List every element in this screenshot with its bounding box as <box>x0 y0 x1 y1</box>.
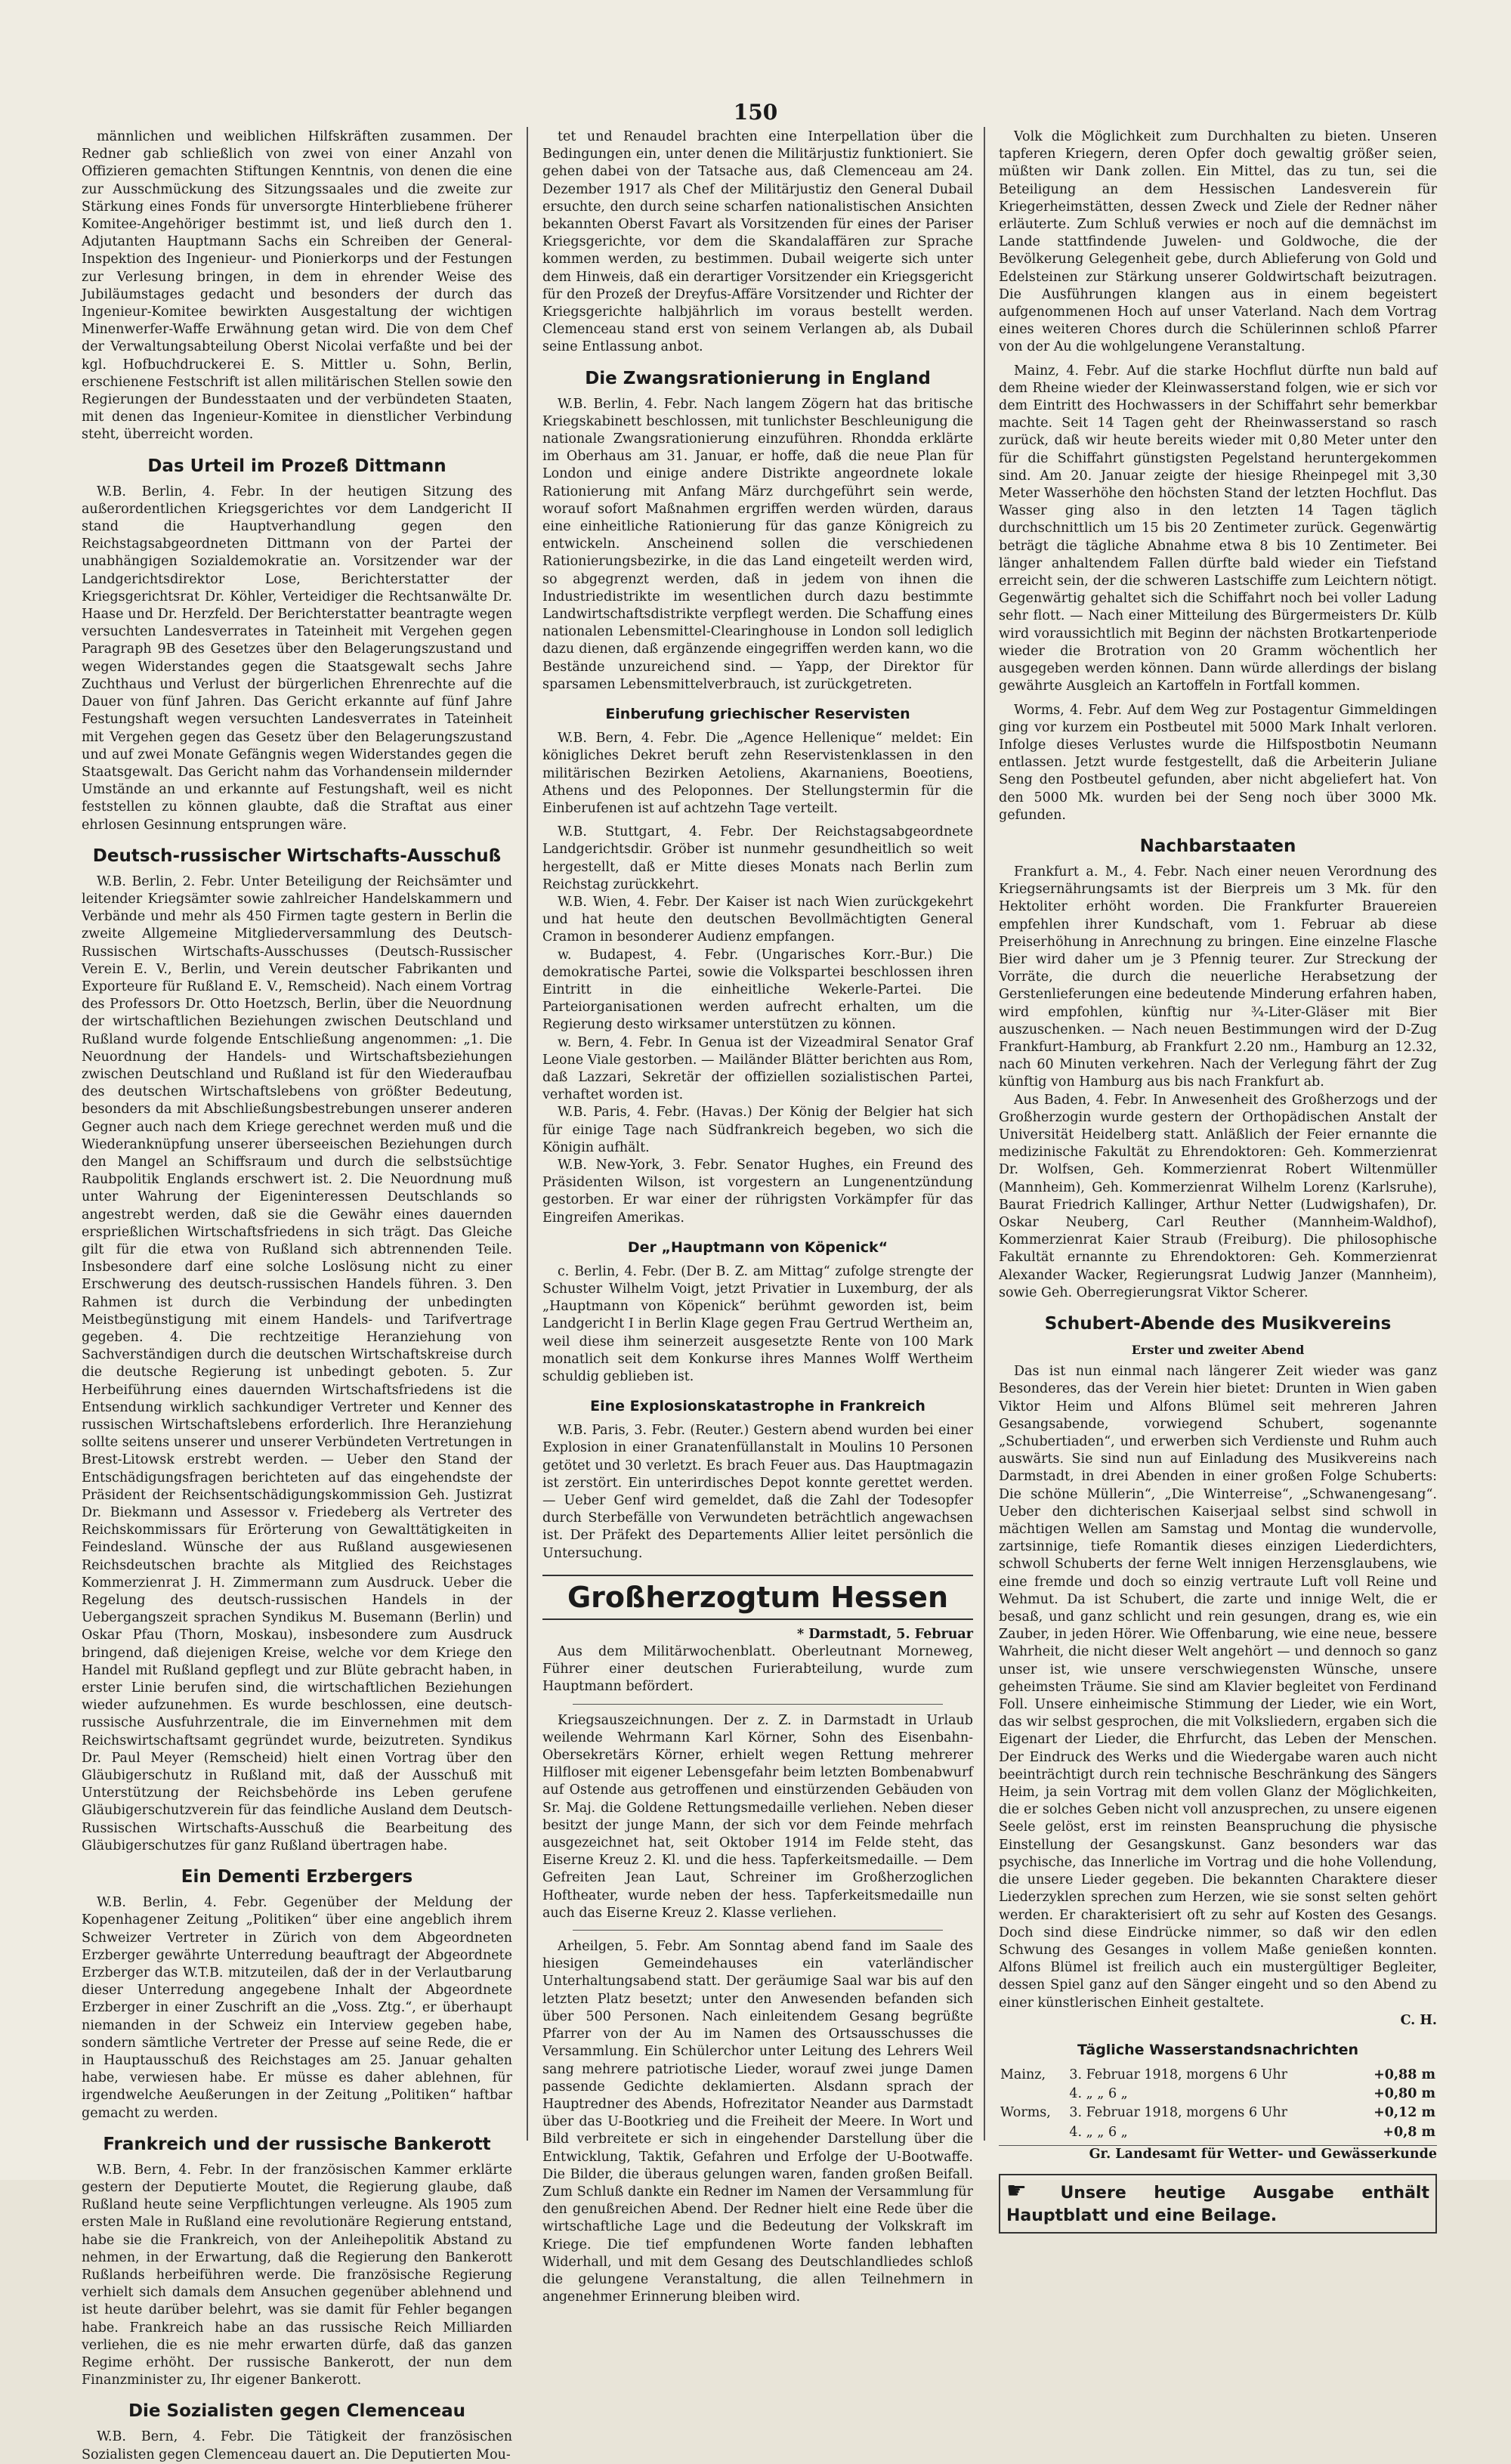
article-text: W.B. Paris, 3. Febr. (Reuter.) Gestern abend wurden bei einer Explosion in einer Granatenfüllanstalt in Moulins 10 Personen getötet und 30 verletzt. Es brach Feuer aus. Das Hauptmagazin ist zerstört. Ein unterirdisches Depot konnte gerettet werden. — Ueber Genf wird gemeldet, daß die Zahl der Todesopfer durch Sterbefälle von Verwundeten beträchtlich angewachsen ist. Der Präfekt des Departements Allier leitet persönlich die Untersuchung. <box>542 1423 973 1561</box>
news-item: W.B. Paris, 4. Febr. (Havas.) Der König der Belgier hat sich für einige Tage nach Südfrankreich begeben, wo sich die Königin aufhält. <box>542 1105 973 1155</box>
headline: Das Urteil im Prozeß Dittmann <box>147 456 447 476</box>
article-text: W.B. Bern, 4. Febr. In der französischen Kammer erklärte gestern der Deputierte Moutet, die Regierung glaube, daß Rußland heute seine Verpflichtungen verleugne. Als 1905 zum ersten Male in Rußland eine revolutionäre Regierung entstand, habe sie die Frankreich, von der Anleihepolitik Abstand zu nehmen, in der Erwartung, daß die Regierung den Bankerott Rußlands herbeiführen werde. Die französische Regierung verhielt sich damals dem Ansuchen gegenüber ablehnend und ist heute darüber belehrt, was sie damit für Fehler begangen habe. Frankreich habe an das russische Reich Milliarden verliehen, die es nie mehr erwarten dürfe, daß das ganzen Regime erhöht. Der russische Bankerott, der nun dem Finanzminister zu, Ihr eigener Bankerott. <box>82 2162 512 2388</box>
headline: Schubert-Abende des Musikvereins <box>1044 1314 1392 1334</box>
news-item: W.B. Stuttgart, 4. Febr. Der Reichstagsabgeordnete Landgerichtsdir. Gröber ist nunmehr gesundheitlich so weit hergestellt, daß er Mitte dieses Monats nach Berlin zum Reichstag zurückkehrt. <box>542 824 973 892</box>
article-militaerjustiz <box>542 128 973 357</box>
news-item: W.B. New-York, 3. Febr. Senator Hughes, ein Freund des Präsidenten Wilson, ist vorgestern an Lungenentzündung gestorben. Er war einer der rührigsten Vorkämpfer für das Eingreifen Amerikas. <box>542 1157 973 1226</box>
article-text: W.B. Berlin, 4. Febr. In der heutigen Sitzung des außerordentlichen Kriegsgerichtes vor dem Landgericht II stand die Hauptverhandlung gegen den Reichstagsabgeordneten Dittmann von der Partei der unabhängigen Sozialdemokratie an. Vorsitzender war der Landgerichtsdirektor Lose, Berichterstatter der Kriegsgerichtsrat Dr. Köhler, Verteidiger die Rechtsanwälte Dr. Haase und Dr. Herzfeld. Der Berichterstatter beantragte wegen versuchten Landesverrates in Tateinheit mit Vergehen gegen Paragraph 9B des Gesetzes über den Belagerungszustand und wegen Widerstandes gegen die Staatsgewalt sechs Jahre Zuchthaus und Verlust der bürgerlichen Ehrenrechte auf die Dauer von fünf Jahren. Das Gericht erkannte auf fünf Jahre Festungshaft wegen versuchten Landesverrates in Tateinheit mit Vergehen gegen das Gesetz über den Belagerungszustand und auf zwei Monate Gefängnis wegen Widerstandes gegen die Staatsgewalt. Das Gericht nahm das Vorhandensein mildernder Umstände an und erkannte auf Festungshaft, weil es nicht feststellen zu können glaubte, daß die Straftat aus einer ehrlosen Gesinnung entsprungen wäre. <box>82 484 512 833</box>
article-text: W.B. Bern, 4. Febr. Die Tätigkeit der französischen Sozialisten gegen Clemenceau dauert an. Die Deputierten Mou- <box>82 2429 512 2462</box>
place <box>999 2123 1068 2142</box>
section-banner: Großherzogtum Hessen <box>542 1575 973 1620</box>
article-text: Arheilgen, 5. Febr. Am Sonntag abend fand im Saale des hiesigen Gemeindehauses ein vaterländischer Unterhaltungsabend statt. Der geräumige Saal war bis auf den letzten Platz besetzt; unter den Anwesenden befanden sich über 500 Personen. Nach einleitendem Gesang begrüßte Pfarrer von der Au im Namen des Ortsausschusses die Versammlung. Ein Schülerchor unter Leitung des Lehrers Weil sang mehrere patriotische Lieder, worauf zwei junge Damen passende Gedichte deklamierten. Alsdann sprach der Hauptredner des Abends, Hofrezitator Neander aus Darmstadt über das U-Bootkrieg und die Freiheit der Meere. In Wort und Bild verbreitete er sich in eingehender Darstellung über die Entwicklung, Taktik, Gefahren und Erfolge der U-Bootwaffe. Die Bilder, die überaus gelungen waren, fanden großen Beifall. Zum Schluß dankte ein Redner im Namen der Versammlung für den genußreichen Abend. Der Redner hielt eine Rede über die wirtschaftliche Lage und die Bedeutung der Volkskraft im Kriege. Die tief empfundenen Worte fanden lebhaften Widerhall, und mit dem Gesang des Deutschlandliedes schloß die gelungene Veranstaltung, die allen Teilnehmern in angenehmer Erinnerung bleiben wird. <box>542 1939 973 2305</box>
article-text: Mainz, 4. Febr. Auf die starke Hochflut dürfte nun bald auf dem Rheine wieder der Kleinwasserstand folgen, wie er sich vor dem Eintritt des Hochwassers in der Schiffahrt sehr bemerkbar machte. Seit 14 Tagen geht der Rheinwasserstand so rasch zurück, daß wir heute bereits wieder mit 0,80 Meter unter den für die Schiffahrt günstigsten Pegelstand heruntergekommen sind. Am 20. Januar zeigte der hiesige Rheinpegel mit 3,30 Meter Wasserhöhe den höchsten Stand der letzten Hochflut. Das Wasser ging also in den letzten 14 Tagen täglich durchschnittlich um 15 bis 20 Zentimeter zurück. Gegenwärtig beträgt die tägliche Abnahme etwa 8 bis 10 Zentimeter. Bei länger anhaltendem Fallen dürfte bald wieder ein Tiefstand erreicht sein, der die schweren Lastschiffe zum Leichtern nötigt. Gegenwärtig gehaltet sich die Schiffahrt noch bei voller Ladung sehr flott. — Nach einer Mitteilung des Bürgermeisters Dr. Külb wird voraussichtlich mit Beginn der nächsten Brotkartenperiode wieder die Brotration von 20 Gramm wöchentlich her ausgegeben werden können. Dann würde allerdings der bislang gewährte Ausgleich an Kartoffeln in Fortfall kommen. <box>999 363 1437 694</box>
article-text: Aus dem Militärwochenblatt. Oberleutnant Morneweg, Führer einer deutschen Furierabteilung, wurde zum Hauptmann befördert. <box>542 1644 973 1695</box>
article-text: W.B. Bern, 4. Febr. Die „Agence Hellenique“ meldet: Ein königliches Dekret beruft zehn Reservistenklassen in den militärischen Bezirken Aetoliens, Akarnaniens, Boeotiens, Athens und des Peloponnes. Der Stellungstermin für die Einberufenen ist auf achtzehn Tage verteilt. <box>542 731 973 816</box>
headline: Einberufung griechischer Reservisten <box>605 706 910 723</box>
edition-notice <box>999 2174 1437 2234</box>
pointing-hand-icon: ☛ <box>1006 2177 1027 2204</box>
headline: Ein Dementi Erzbergers <box>181 1867 413 1887</box>
article-text: tet und Renaudel brachten eine Interpellation über die Bedingungen ein, unter denen die Militärjustiz funktioniert. Sie gehen dabei von der Tatsache aus, daß Clemenceau am 24. Dezember 1917 als Chef der Militärjustiz den General Dubail ersuchte, den durch seine scharfen nationalistischen Ansichten bekannten Oberst Favart als Vorsitzenden für eines der Pariser Kriegsgerichte, vor dem die Skandalaffären zur Sprache kommen werden, zu bestimmen. Dubail weigerte sich unter dem Hinweis, daß ein derartiger Vorsitzender ein Kriegsgericht für den Prozeß der Dreyfus-Affäre Vorsitzender und Richter der Kriegsgerichte halbjährlich im voraus bestellt werden. Clemenceau stand erst von seinem Verlangen ab, als Dubail seine Entlassung anbot. <box>542 129 973 355</box>
article-text: W.B. Berlin, 4. Febr. Gegenüber der Meldung der Kopenhagener Zeitung „Politiken“ über eine angeblich ihrem Schweizer Vertreter in Zürich von dem Abgeordneten Erzberger gewährte Unterredung beauftragt der Abgeordnete Erzberger das W.T.B. mitzuteilen, daß der in der Verlautbarung dieser Unterredung angegebene Inhalt der Abgeordnete Erzberger in einer Zuschrift an die „Voss. Ztg.“, er überhaupt niemanden in der Schweiz ein Interview gegeben habe, sondern sämtliche Vertreter der Presse auf seine Rede, die er in Hauptausschuß des Reichstages am 25. Januar gehalten habe, verwiesen habe. Er müsse es daher ablehnen, für irgendwelche Aeußerungen in der Zeitung „Politiken“ haftbar gemacht zu werden. <box>82 1895 512 2121</box>
headline: Nachbarstaaten <box>1139 836 1296 856</box>
article-clemenceau <box>82 2400 512 2463</box>
headline: Tägliche Wasserstandsnachrichten <box>1077 2041 1359 2058</box>
table-row <box>999 2085 1437 2104</box>
article-ingenieur-komitee <box>82 128 512 444</box>
article-koepenick <box>542 1238 973 1386</box>
section-nachbarstaaten <box>999 835 1437 1302</box>
headline: Die Zwangsrationierung in England <box>585 368 931 388</box>
article-bankerott <box>82 2133 512 2390</box>
column-middle <box>542 128 973 2305</box>
article-text: W.B. Berlin, 2. Febr. Unter Beteiligung der Reichsämter und leitender Kriegsämter sowie zahlreicher Handelskammern und Verbände und mehr als 450 Firmen tagte gestern in Berlin die zweite Allgemeine Mitgliederversammlung des Deutsch-Russischen Wirtschafts-Ausschusses (Deutsch-Russischer Verein E. V., Berlin, und Verein deutscher Fabrikanten und Exporteure für Rußland E. V., Remscheid). Nach einem Vortrag des Professors Dr. Otto Hoetzsch, Berlin, über die Neuordnung der wirtschaftlichen Beziehungen zwischen Deutschland und Rußland wurde folgende Entschließung angenommen: „1. Die Neuordnung der Handels- und Wirtschaftsbeziehungen zwischen Deutschland und Rußland ist für den Wiederaufbau des deutschen Wirtschaftslebens von größter Bedeutung, besonders da mit Abschließungsbestrebungen unserer anderen Gegner auch nach dem Kriege gerechnet werden muß und die Wiederanknüpfung unserer überseeischen Beziehungen durch den Mangel an Schiffsraum und durch die selbstsüchtige Raubpolitik Englands erschwert ist. 2. Die Neuordnung muß unter Wahrung der Eigeninteressen Deutschlands so angestrebt werden, daß sie die Gewähr eines dauernden ersprießlichen Wirtschaftsfriedens in sich trägt. Das Gleiche gilt für die etwa von Rußland sich abtrennenden Teile. Insbesondere darf eine solche Loslösung nicht zu einer Erschwerung des deutsch-russischen Handels führen. 3. Den Rahmen ist durch die Verbindung der unbedingten Meistbegünstigung mit einem Handels- und Tarifvertrage gegeben. 4. Die rechtzeitige Heranziehung von Sachverständigen durch die deutschen Wirtschaftskreise durch die deutsche Regierung ist unbedingt geboten. 5. Zur Herbeiführung eines dauernden Wirtschaftsfriedens ist die Entsendung wirklich sachkundiger Vertreter und Kenner des russischen Wirtschaftslebens erforderlich. Ihre Heranziehung sollte seitens unserer und unserer Verbündeten Vertretungen in Brest-Litowsk erstrebt werden. — Ueber den Stand der Entschädigungsfragen berichteten auf das eingehendste der Präsident der Reichsentschädigungskommission Geh. Justizrat Dr. Biekmann und Assessor v. Friedeberg als Vertreter des Reichskommissars für Erörterung von Gewalttätigkeiten in Feindesland. Wünsche der aus Rußland ausgewiesenen Reichsdeutschen brachte als Mitglied des Reichstages Kommerzienrat J. H. Zimmermann zum Ausdruck. Ueber die Regelung des deutsch-russischen Handels in der Uebergangszeit sprachen Syndikus M. Busemann (Berlin) und Oskar Pfau (Thorn, Moskau), insbesondere zum Ausdruck bringend, daß diejenigen Kreise, welche vor dem Kriege den Handel mit Rußland gepflegt und zur Blüte gebracht haben, in erster Linie berufen sind, die wirtschaftlichen Beziehungen wieder aufzunehmen. Es wurde beschlossen, eine deutsch-russische Ausfuhrzentrale, die im Einvernehmen mit dem Reichswirtschaftsamt gegründet wurde, beizutreten. Syndikus Dr. Paul Meyer (Remscheid) hielt einen Vortrag über den Gläubigerschutz in Rußland mit, daß der Ausschuß mit Unterstützung der Reichsbehörde ins Leben gerufene Gläubigerschutzverein für das feindliche Ausland dem Deutsch-Russischen Wirtschafts-Ausschuß die Bearbeitung des Gläubigerschutzes für ganz Rußland übertragen habe. <box>82 873 512 1853</box>
level: +0,8 m <box>1383 2124 1435 2140</box>
article-dittmann <box>82 455 512 834</box>
level: +0,80 m <box>1373 2086 1435 2102</box>
headline: Die Sozialisten gegen Clemenceau <box>128 2401 466 2422</box>
news-item: w. Budapest, 4. Febr. (Ungarisches Korr.-Bur.) Die demokratische Partei, sowie die Volkspartei beschlossen ihren Eintritt in die einheitliche Wekerle-Partei. Die Parteiorganisationen werden aufrecht erhalten, um die Regierung desto wirksamer unterstützen zu können. <box>542 947 973 1033</box>
water-level-table <box>999 2066 1437 2142</box>
article-mainz <box>999 363 1437 696</box>
date: 4. „ „ 6 „ <box>1069 2124 1128 2140</box>
water-source: Gr. Landesamt für Wetter- und Gewässerkunde <box>999 2145 1437 2163</box>
subheadline: Erster und zweiter Abend <box>1131 1343 1305 1357</box>
news-item: W.B. Wien, 4. Febr. Der Kaiser ist nach Wien zurückgekehrt und hat heute den deutschen Bevollmächtigten General Cramon in besonderer Audienz empfangen. <box>542 894 973 945</box>
author-signature: C. H. <box>1400 2012 1437 2028</box>
separator <box>573 1704 943 1705</box>
article-text: Kriegsauszeichnungen. Der z. Z. in Darmstadt in Urlaub weilende Wehrmann Karl Körner, Sohn des Eisenbahn-Obersekretärs Körner, erhielt wegen Rettung mehrerer Hilfloser mit eigener Lebensgefahr beim letzten Bombenabwurf auf Ostende aus getroffenen und einstürzenden Gebäuden von Sr. Maj. die Goldene Rettungsmedaille verliehen. Neben dieser besitzt der junge Mann, der sich vor dem Feinde mehrfach ausgezeichnet hat, seit Oktober 1914 im Felde steht, das Eiserne Kreuz 2. Kl. und die hess. Tapferkeitsmedaille. — Dem Gefreiten Jean Laut, Schreiner im Großherzoglichen Hoftheater, wurde neben der hess. Tapferkeitsmedaille nun auch das Eiserne Kreuz 2. Klasse verliehen. <box>542 1712 973 1921</box>
news-items <box>542 824 973 1227</box>
column-left <box>82 128 512 2462</box>
water-levels <box>999 2040 1437 2163</box>
column-rule <box>527 127 528 2141</box>
article-text: Das ist nun einmal nach längerer Zeit wieder was ganz Besonderes, das der Verein hier bietet: Drunten in Wien gaben Viktor Heim und Alfons Blümel seit mehreren Jahren Gesangsabende, vorwiegend Schubert, sogenannte „Schubertiaden“, und erwerben sich Verdienste und Ruhm auch auswärts. Sie sind nun auf Einladung des Musikvereins nach Darmstadt, in drei Abenden in einer großen Folge Schuberts: Die schöne Müllerin“, „Die Winterreise“, „Schwanengesang“. Ueber den dichterischen Kaiserjaal selbst sind schwoll in mächtigen Wellen am Samstag und Montag die wundervolle, zartsinnige, tiefe Romantik dieses einzigen Liederdichters, schwoll Schuberts der ferne Welt innigen Herzensglaubens, wie eine fremde und doch so einzig vertraute Luft voll Reine und Wehmut. Da ist Schubert, die zarte und innige Welt, die er besaß, und ganz schlicht und rein gesungen, drang es, wie ein Zauber, in jeden Hörer. Wie Offenbarung, wie eine neue, bessere Wahrheit, die nicht dieser Welt angehört — und dennoch so ganz unser ist, wie unsere verschwiegensten Wünsche, unsere geheimsten Träume. Sie sind am Klavier begleitet von Ferdinand Foll. Unsere einheimische Stimmung der Lieder, wie ein Wort, das wir selbst gesprochen, die mit Volksliedern, ergaben sich die Eigenart der Lieder, die Ehrfurcht, das Leben der Menschen. Der Eindruck des Werks und die Wiedergabe waren auch nicht beeinträchtigt durch rein technische Beschränkung des Sängers Heim, ja sein Vortrag mit dem vollen Glanz der Möglichkeiten, die er solches Geben nicht voll anzusprechen, zu unsere eigenen Seele gelöst, erst im reinsten Beanspruchung die physische Einstellung der Gesangskunst. Ganz besonders war das psychische, das Innerliche im Vortrag und die hohe Vollendung, die unsere Lieder gegeben. Die bekannten Charaktere dieser Liederzyklen sprechen zum Herzen, wie sie sonst selten gehört werden. Er charakterisiert oft zu sehr auf Kosten des Gesangs. Doch sind diese Eindrücke nimmer, so daß wir den edlen Schwung des Gesanges in vollem Maße genießen konnten. Alfons Blümel ist freilich auch ein mustergültiger Begleiter, dessen Spiel ganz auf den Sänger eingeht und so den Abend zu einer künstlerischen Einheit gestaltete. <box>999 1364 1437 2011</box>
place <box>999 2085 1068 2104</box>
news-item: w. Bern, 4. Febr. In Genua ist der Vizeadmiral Senator Graf Leone Viale gestorben. — Mailänder Blätter berichten aus Rom, daß Lazzari, Sekretär der offiziellen sozialistischen Partei, verhaftet worden ist. <box>542 1034 973 1103</box>
article-wirtschafts-ausschuss <box>82 845 512 1855</box>
article-text: männlichen und weiblichen Hilfskräften zusammen. Der Redner gab schließlich von zwei von einer Anzahl von Offizieren gemachten Stiftungen Kenntnis, von denen die eine zur Ausschmückung des Sitzungssaales und die zweite zur Stärkung eines Fonds für unversorgte Hinterbliebene früherer Komitee-Angehöriger bestimmt ist, und ließ durch den 1. Adjutanten Hauptmann Sachs ein Schreiben der General-Inspektion des Ingenieur- und Pionierkorps und der Festungen zur Verlesung bringen, in dem in ehrender Weise des Jubiläumstages gedacht und besonders der durch das Ingenieur-Komitee bewirkten Ausgestaltung der wichtigen Minenwerfer-Waffe Erwähnung getan wird. Die von dem Chef der Verwaltungsabteilung Oberst Nicolai verfaßte und bei der kgl. Hofbuchdruckerei E. S. Mittler u. Sohn, Berlin, erschienene Festschrift ist allen militärischen Stellen sowie den Regierungen der Bundesstaaten und der verbündeten Staaten, mit denen das Ingenieur-Komitee in dienstlicher Verbindung steht, überreicht worden. <box>82 129 512 443</box>
separator <box>573 1930 943 1931</box>
table-row <box>999 2123 1437 2142</box>
article-schubert <box>999 1312 1437 2030</box>
page-number: 150 <box>733 100 778 125</box>
table-row <box>999 2104 1437 2122</box>
article-text: Worms, 4. Febr. Auf dem Weg zur Postagentur Gimmeldingen ging vor kurzem ein Postbeutel mit 5000 Mark Inhalt verloren. Infolge dieses Verlustes wurde die Hilfspostbotin Neumann entlassen. Jetzt wurde festgestellt, daß die Arbeiterin Juliane Seng den Postbeutel gefunden, aber nicht abgeliefert hat. Von den 5000 Mk. wurden bei der Seng noch über 3000 Mk. gefunden. <box>999 702 1437 823</box>
date: 3. Februar 1918, morgens 6 Uhr <box>1069 2067 1288 2082</box>
place: Worms, <box>1000 2105 1051 2121</box>
article-explosion <box>542 1396 973 1563</box>
article-text: W.B. Berlin, 4. Febr. Nach langem Zögern hat das britische Kriegskabinett beschlossen, mit tunlichster Beschleunigung die nationale Zwangsrationierung einzuführen. Rhondda erklärte im Oberhaus am 31. Januar, er hoffe, daß die neue Plan für London und einige andere Distrikte angeordnete lokale Rationierung mit Anfang März durchgeführt sein werde, worauf sofort Maßnahmen ergriffen werden würden, daraus eine einheitliche Rationierung für das ganze Königreich zu entwickeln. Anscheinend sollen die verschiedenen Rationierungsbezirke, in die das Land eingeteilt werden wird, so abgegrenzt werden, daß in jedem von ihnen die Industriedistrikte im wesentlichen durch dazu bestimmte Landwirtschaftsdistrikte verpflegt werden. Die Schaffung eines nationalen Lebensmittel-Clearinghouse in London soll lediglich dazu dienen, daß ergänzende eingegriffen werden kann, wo die Bestände unzureichend sind. — Yapp, der Direktor für sparsamen Lebensmittelverbrauch, ist zurückgetreten. <box>542 396 973 692</box>
article-text: Frankfurt a. M., 4. Febr. Nach einer neuen Verordnung des Kriegsernährungsamts ist der Bierpreis um 3 Mk. für den Hektoliter erhöht worden. Die Frankfurter Brauereien empfehlen ihrer Kundschaft, vom 1. Februar ab diese Preiserhöhung in Anrechnung zu bringen. Eine einzelne Flasche Bier wird daher um je 3 Pfennig teurer. Zur Streckung der Vorräte, die durch die neuerliche Herabsetzung der Gerstenlieferungen eine bedeutende Minderung erfahren haben, wird empfohlen, künftig nur ¾-Liter-Gläser mit Bier auszuschenken. — Nach neuen Bestimmungen wird der D-Zug Frankfurt-Hamburg, ab Frankfurt 2.20 nm., Hamburg an 12.32, nach 60 Minuten verkehren. Nach der Verlegung fährt der Zug künftig von Hamburg aus bis nach Frankfurt ab. <box>999 864 1437 1090</box>
article-zwangsrationierung <box>542 367 973 694</box>
table-row <box>999 2066 1437 2085</box>
place: Mainz, <box>1000 2067 1046 2082</box>
article-reservisten <box>542 704 973 818</box>
section-hessen <box>542 1575 973 2307</box>
date: 3. Februar 1918, morgens 6 Uhr <box>1069 2105 1288 2121</box>
headline: Deutsch-russischer Wirtschafts-Ausschuß <box>92 846 502 866</box>
article-text: Aus Baden, 4. Febr. In Anwesenheit des Großherzogs und der Großherzogin wurde gestern der Orthopädischen Anstalt der Universität Heidelberg statt. Anläßlich der Feier ernannte die medizinische Fakultät zu Ehrendoktoren: Geh. Kommerzienrat Dr. Wolfsen, Geh. Kommerzienrat Robert Wiltenmüller (Mannheim), Geh. Kommerzienrat Wilhelm Lorenz (Karlsruhe), Baurat Friedrich Kallinger, Arthur Netter (Ludwigshafen), Dr. Oskar Neuberg, Carl Reuther (Mannheim-Waldhof), Kommerzienrat Kaier Straub (Freiburg). Die philosophische Fakultät ernannte zu Ehrendoktoren: Geh. Kommerzienrat Alexander Wacker, Regierungsrat Ludwig Janzer (Mannheim), sowie Geh. Oberregierungsrat Viktor Scherer. <box>999 1092 1437 1300</box>
notice-text: Unsere heutige Ausgabe enthält Hauptblatt und eine Beilage. <box>1006 2183 1429 2225</box>
date: 4. „ „ 6 „ <box>1069 2086 1128 2102</box>
column-rule <box>984 127 985 2141</box>
article-arheilgen-cont <box>999 128 1437 357</box>
level: +0,12 m <box>1373 2105 1435 2121</box>
article-worms <box>999 702 1437 824</box>
article-text: Volk die Möglichkeit zum Durchhalten zu bieten. Unseren tapferen Kriegern, deren Opfer doch gewaltig größer seien, müßten wir Dank zollen. Ein Mittel, das zu tun, sei die Beteiligung an dem Hessischen Landesverein für Kriegerheimstätten, dessen Zweck und Ziele der Redner näher erläuterte. Zum Schluß verwies er noch auf die demnächst im Lande stattfindende Juwelen- und Goldwoche, die der Bevölkerung Gelegenheit gebe, durch Ablieferung von Gold und Edelsteinen zur Stärkung unserer Goldwirtschaft beizutragen. Die Ausführungen klangen aus in einem begeistert aufgenommenen Hoch auf unser Vaterland. Nach dem Vortrag eines weiteren Chores durch die Schülerinnen schloß Pfarrer von der Au die wohlgelungene Veranstaltung. <box>999 129 1437 355</box>
dateline: * Darmstadt, 5. Februar <box>797 1626 973 1642</box>
article-dementi-erzberger <box>82 1866 512 2122</box>
headline: Der „Hauptmann von Köpenick“ <box>627 1238 888 1256</box>
headline: Eine Explosionskatastrophe in Frankreich <box>590 1398 925 1415</box>
column-right <box>999 128 1437 2225</box>
level: +0,88 m <box>1373 2067 1435 2082</box>
headline: Frankreich und der russische Bankerott <box>103 2134 491 2154</box>
article-text: c. Berlin, 4. Febr. (Der B. Z. am Mittag“ zufolge strengte der Schuster Wilhelm Voigt, jetzt Privatier in Luxemburg, der als „Hauptmann von Köpenick“ berühmt geworden ist, beim Landgericht I in Berlin Klage gegen Frau Gertrud Wertheim an, weil diese ihm seinerzeit ausgesetzte Rente von 100 Mark monatlich seit dem Konkurse ihres Mannes Wolff Wertheim schuldig geblieben ist. <box>542 1263 973 1384</box>
